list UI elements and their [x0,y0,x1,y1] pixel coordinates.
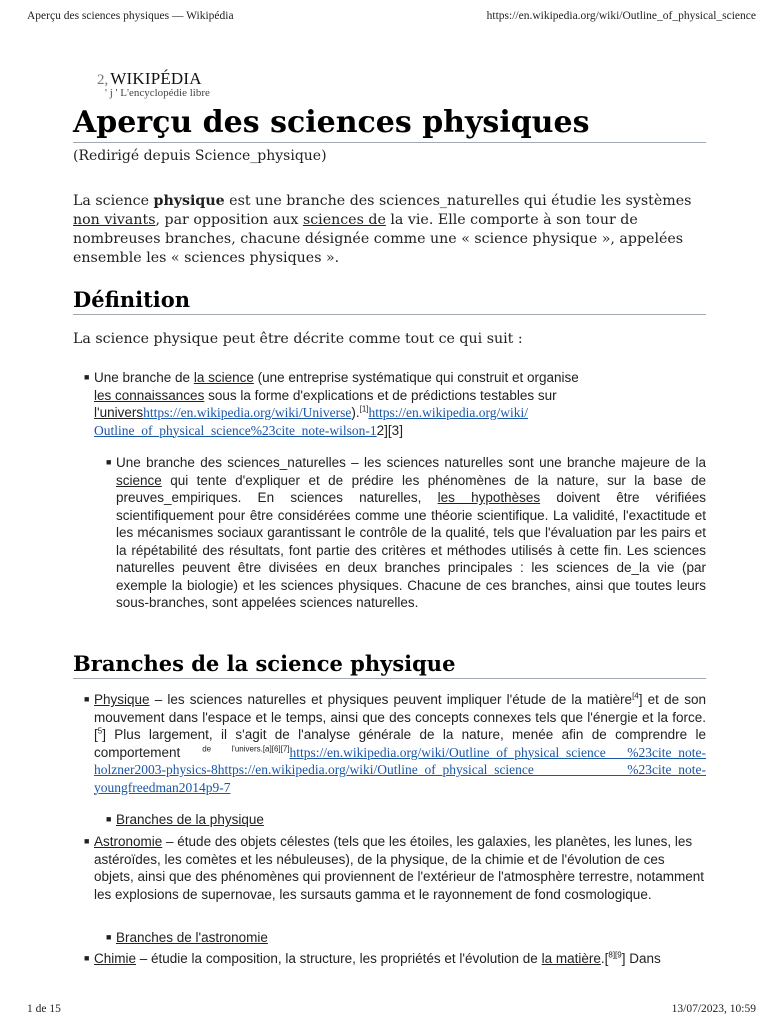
url-universe[interactable]: https://en.wikipedia.org/wiki/Universe [143,405,352,420]
intro-bold-term: physique [153,193,225,209]
bullet-icon: ■ [106,814,112,824]
link-univers[interactable]: l'univers [94,405,144,420]
link-les-hypotheses[interactable]: les hypothèses [437,490,541,505]
link-la-matiere[interactable]: la matière [541,951,601,966]
wikipedia-globe-icon: 2, [97,72,109,88]
print-page-url: https://en.wikipedia.org/wiki/Outline_of_physical_science [486,10,756,22]
link-non-vivants[interactable]: non vivants [73,212,156,228]
wikipedia-logo[interactable] [97,69,210,99]
list-item-chimie: Chimie – étudie la composition, la structure, les propriétés et l'évolution de la matière.[$^{8][9}$] Dans [94,950,661,966]
link-branches-physique[interactable]: Branches de la physique [116,812,264,827]
link-sciences-de-la-vie[interactable]: sciences de [302,212,386,228]
print-page-number: 1 de 15 [27,1003,61,1015]
logo-wordmark: WIKIPÉDIA [110,69,202,88]
cite-fragment: de l'univers.[a][6][7] [202,744,290,753]
url-cite-wilson[interactable]: https://en.wikipedia.org/wiki/ Outline_of_physical_science%23cite_note-wilson-1 [94,405,528,438]
link-astronomie[interactable]: Astronomie [94,834,163,849]
logo-tagline: ' j ' L'encyclopédie libre [105,87,210,99]
bullet-icon: ■ [84,953,90,963]
list-item-definition-sub-1: Une branche des sciences_naturelles – les sciences naturelles sont une branche majeure de la science qui tente d'expliquer et de prédire les phénomènes de la nature, sur la base de preuves_empiriques. En sciences naturelles, les hypothèses doivent être vérifiées scientifiquement pour être considérées comme une théorie scientifique. La validité, l'exactitude et les mécanismes sociaux garantissant le contrôle de la qualité, tels que l'évaluation par les pairs et la répétabilité des résultats, font partie des critères et méthodes utilisés à cette fin. Les sciences naturelles peuvent être divisées en deux branches principales : les sciences de_la vie (par exemple la biologie) et les sciences physiques. Chacune de ces branches, ainsi que toutes leurs sous-branches, sont appelées sciences naturelles. [116,455,706,610]
section-heading-branches: Branches de la science physique [73,650,706,679]
section-heading-definition: Définition [73,286,706,315]
page-title: Aperçu des sciences physiques [73,104,706,143]
sublist-item-physique [116,811,264,829]
link-la-science[interactable]: la science [193,370,254,385]
definition-lead: La science physique peut être décrite comme tout ce qui suit : [73,331,523,347]
sublist-item-astronomie [116,929,268,947]
url-cite-holzner-youngfreedman[interactable]: https://en.wikipedia.org/wiki/Outline_of_physical_science %23cite_note-holzner2003-physics-8https://en.wikipedia.org/wiki/Outline_of_physical_science %23cite_note-youngfreedman2014p9-7 [94,744,706,795]
link-physique[interactable]: Physique [94,692,150,707]
bullet-icon: ■ [84,836,90,846]
link-les-connaissances[interactable]: les connaissances [94,387,205,403]
link-science[interactable]: science [116,472,162,488]
print-page-title: Aperçu des sciences physiques — Wikipédia [27,10,234,22]
list-item-physique: Physique – les sciences naturelles et physiques peuvent impliquer l'étude de la matière$^{[4}$] et de son mouvement dans l'espace et le temps, ainsi que des concepts connexes tels que l'énergie et la force.[$^5$] Plus largement, il s'agit de l'analyse générale de la nature, menée afin de comprendre le comportement $^{de l'univers.[a][6][7]}$https://en.wikipedia.org/wiki/Outline_of_physical_science %23cite_note-holzner2003-physics-8https://en.wikipedia.org/wiki/Outline_of_physical_science %23cite_note-youngfreedman2014p9-7 [94,691,707,795]
link-branches-astronomie[interactable]: Branches de l'astronomie [116,930,268,945]
link-chimie[interactable]: Chimie [94,951,137,966]
redirect-note: (Redirigé depuis Science_physique) [73,148,327,164]
bullet-icon: ■ [106,932,112,942]
bullet-icon: ■ [84,372,90,382]
list-item-definition-1: Une branche de la science (une entreprise systématique qui construit et organise les connaissances sous la forme d'explications et de prédictions testables sur l'univershttps://en.wikipedia.org/wiki/Universe).[1]https://en.wikipedia.org/wiki/ Outline_of_physical_science%23cite_note-wilson-12][3] [94,370,579,438]
list-item-astronomie: Astronomie – étude des objets célestes (tels que les étoiles, les galaxies, les planètes, les lunes, les astéroïdes, les comètes et les nébuleuses), de la physique, de la chimie et de l'évolution de ces objets, ainsi que des phénomènes qui proviennent de l'extérieur de l'atmosphère terrestre, notamment les explosions de supernovae, les sursauts gamma et le rayonnement de fond cosmologique. [94,834,705,902]
bullet-icon: ■ [84,694,90,704]
intro-paragraph: La science physique est une branche des sciences_naturelles qui étudie les systèmes non vivants, par opposition aux sciences de la vie. Elle comporte à son tour de nombreuses branches, chacune désignée comme une « science physique », appelées ensemble les « sciences physiques ». [73,193,692,266]
print-datetime: 13/07/2023, 10:59 [671,1003,756,1015]
bullet-icon: ■ [106,457,112,467]
